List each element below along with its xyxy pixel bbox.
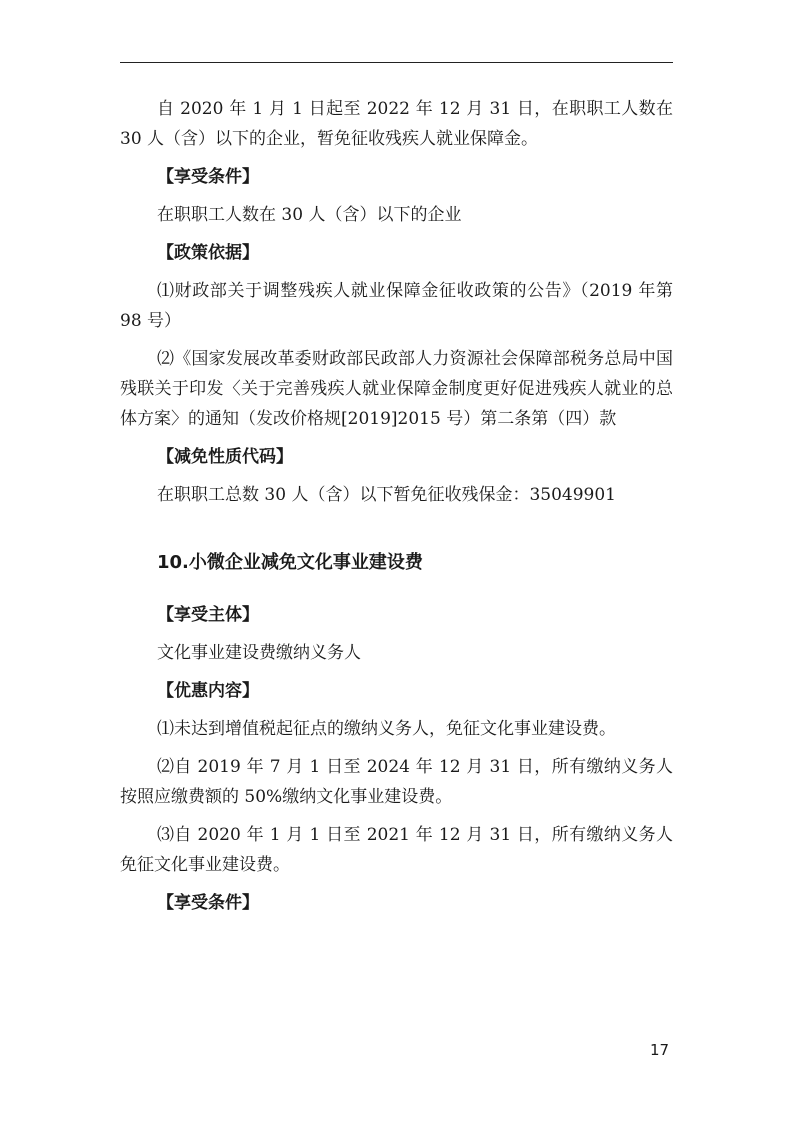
paragraph-benefit-3: ⑶自 2020 年 1 月 1 日至 2021 年 12 月 31 日，所有缴纳义务人免征文化事业建设费。 — [120, 825, 673, 875]
header-rule — [120, 62, 673, 63]
heading-policy-basis: 【政策依据】 — [157, 243, 259, 263]
paragraph-benefit-1: ⑴未达到增值税起征点的缴纳义务人，免征文化事业建设费。 — [157, 719, 616, 739]
paragraph-policy-basis-1: ⑴财政部关于调整残疾人就业保障金征收政策的公告》（2019 年第 98 号） — [120, 281, 673, 331]
heading-reduction-code: 【减免性质代码】 — [157, 447, 293, 467]
paragraph-benefit-2: ⑵自 2019 年 7 月 1 日至 2024 年 12 月 31 日，所有缴纳义务人按照应缴费额的 50%缴纳文化事业建设费。 — [120, 757, 673, 807]
heading-conditions-2: 【享受条件】 — [157, 893, 259, 913]
document-body — [120, 94, 673, 926]
page-number: 17 — [650, 1041, 670, 1059]
heading-beneficiary: 【享受主体】 — [157, 605, 259, 625]
paragraph-conditions: 在职职工人数在 30 人（含）以下的企业 — [157, 205, 462, 225]
paragraph-reduction-code: 在职职工总数 30 人（含）以下暂免征收残保金：35049901 — [157, 485, 616, 505]
section-title: 10.小微企业减免文化事业建设费 — [157, 552, 423, 573]
paragraph-exemption-period: 自 2020 年 1 月 1 日起至 2022 年 12 月 31 日，在职职工人数在 30 人（含）以下的企业，暂免征收残疾人就业保障金。 — [120, 99, 673, 149]
paragraph-beneficiary: 文化事业建设费缴纳义务人 — [157, 643, 361, 663]
heading-benefit-content: 【优惠内容】 — [157, 681, 259, 701]
heading-conditions: 【享受条件】 — [157, 167, 259, 187]
paragraph-policy-basis-2: ⑵《国家发展改革委财政部民政部人力资源社会保障部税务总局中国残联关于印发〈关于完善残疾人就业保障金制度更好促进残疾人就业的总体方案〉的通知（发改价格规[2019]2015 号）第二条第（四）款 — [120, 349, 673, 429]
